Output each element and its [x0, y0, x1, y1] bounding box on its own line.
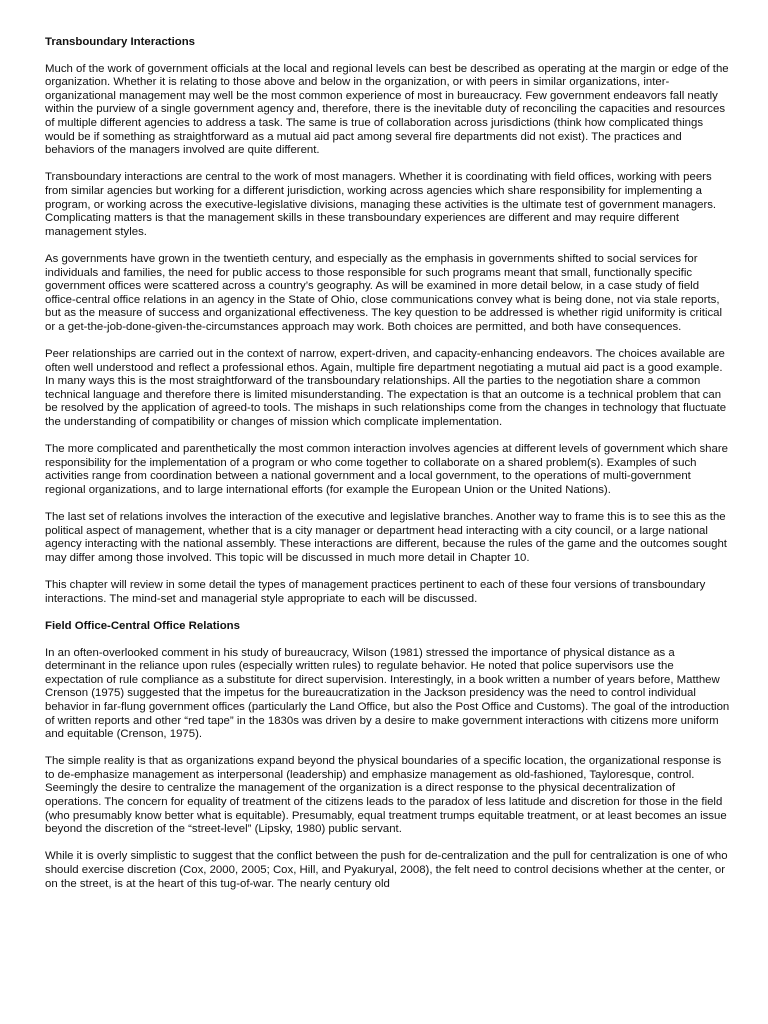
document-page	[45, 36, 730, 905]
paragraph: The more complicated and parenthetically the most common interaction involves agencies at different levels of government which share responsibility for the implementation of a program or who come together to collaborate on a shared problem(s). Examples of such activities range from coordination between a national government and a local government, to the operations of multi-government regional organizations, and to large international efforts (for example the European Union or the United Nations).	[45, 443, 728, 496]
paragraph: This chapter will review in some detail the types of management practices pertinent to each of these four versions of transboundary interactions. The mind-set and managerial style appropriate to each will be discussed.	[45, 579, 706, 605]
paragraph: As governments have grown in the twentieth century, and especially as the emphasis in governments shifted to social services for individuals and families, the need for public access to those responsible for such programs meant that small, functionally specific government offices were scattered across a country’s geography. As will be examined in more detail below, in a case study of field office-central office relations in an agency in the State of Ohio, close communications convey what is being done, not via stale reports, but as the measure of success and organizational effectiveness. The key question to be addressed is whether rigid uniformity is critical or a get-the-job-done-given-the-circumstances approach may work. Both choices are permitted, and both have consequences.	[45, 252, 723, 333]
paragraph: The simple reality is that as organizations expand beyond the physical boundaries of a specific location, the organizational response is to de-emphasize management as interpersonal (leadership) and emphasize management as old-fashioned, Tayloresque, control. Seemingly the desire to centralize the management of the organization is a direct response to the physical decentralization of operations. The concern for equality of treatment of the citizens leads to the paradox of less latitude and discretion for those in the field (who presumably know better what is equitable). Presumably, equal treatment trumps equitable treatment, or at least becomes an issue beyond the discretion of the “street-level” (Lipsky, 1980) public servant.	[45, 755, 727, 836]
paragraph: Transboundary interactions are central to the work of most managers. Whether it is coordinating with field offices, working with peers from similar agencies but working for a different jurisdiction, working across agencies which share responsibility for implementing a program, or working across the executive-legislative divisions, managing these activities is the ultimate test of government managers. Complicating matters is that the management skills in these transboundary experiences are different and may require different management styles.	[45, 171, 717, 238]
paragraph: While it is overly simplistic to suggest that the conflict between the push for de-centralization and the pull for centralization is one of who should exercise discretion (Cox, 2000, 2005; Cox, Hill, and Pyakuryal, 2008), the felt need to control decisions whether at the center, or on the street, is at the heart of this tug-of-war. The nearly century old	[45, 850, 728, 890]
section-heading-field-office-central-office-relations: Field Office-Central Office Relations	[45, 619, 240, 632]
paragraph: Much of the work of government officials at the local and regional levels can best be described as operating at the margin or edge of the organization. Whether it is relating to those above and below in the organization, or with peers in similar organizations, inter-organizational management may well be the most common experience of most in bureaucracy. Few government endeavors fall neatly within the purview of a single government agency and, therefore, there is the inevitable duty of reconciling the capacities and resources of multiple different agencies to address a task. The same is true of collaboration across jurisdictions (think how complicated things would be if something as straightforward as a mutual aid pact among several fire departments did not exist). The practices and behaviors of the managers involved are quite different.	[45, 62, 729, 157]
paragraph: The last set of relations involves the interaction of the executive and legislative branches. Another way to frame this is to see this as the political aspect of management, whether that is a city manager or department head interacting with a city council, or a large national agency interacting with the national assembly. These interactions are different, because the rules of the game and the outcomes sought may differ among those involved. This topic will be discussed in much more detail in Chapter 10.	[45, 511, 727, 564]
section-heading-transboundary-interactions: Transboundary Interactions	[45, 36, 196, 48]
paragraph: In an often-overlooked comment in his study of bureaucracy, Wilson (1981) stressed the importance of physical distance as a determinant in the reliance upon rules (especially written rules) to regulate behavior. He noted that police supervisors use the expectation of rule compliance as a substitute for direct supervision. Interestingly, in a book written a number of years before, Matthew Crenson (1975) suggested that the impetus for the bureaucratization in the Jackson presidency was the need to control individual behavior in far-flung government offices (particularly the Land Office, but also the Post Office and Customs). The goal of the introduction of written reports and other “red tape” in the 1830s was driven by a desire to make government interactions with citizens more uniform and equitable (Crenson, 1975).	[45, 646, 730, 741]
paragraph: Peer relationships are carried out in the context of narrow, expert-driven, and capacity-enhancing endeavors. The choices available are often well understood and reflect a professional ethos. Again, multiple fire department negotiating a mutual aid pact is a good example. In many ways this is the most straightforward of the transboundary relationships. All the parties to the negotiation share a common technical language and therefore there is limited misunderstanding. The expectation is that an outcome is a technical problem that can be resolved by the application of agreed-to tools. The mishaps in such relationships come from the changes in technology that fluctuate the understanding of compatibility or changes of mission which complicate implementation.	[45, 348, 727, 429]
